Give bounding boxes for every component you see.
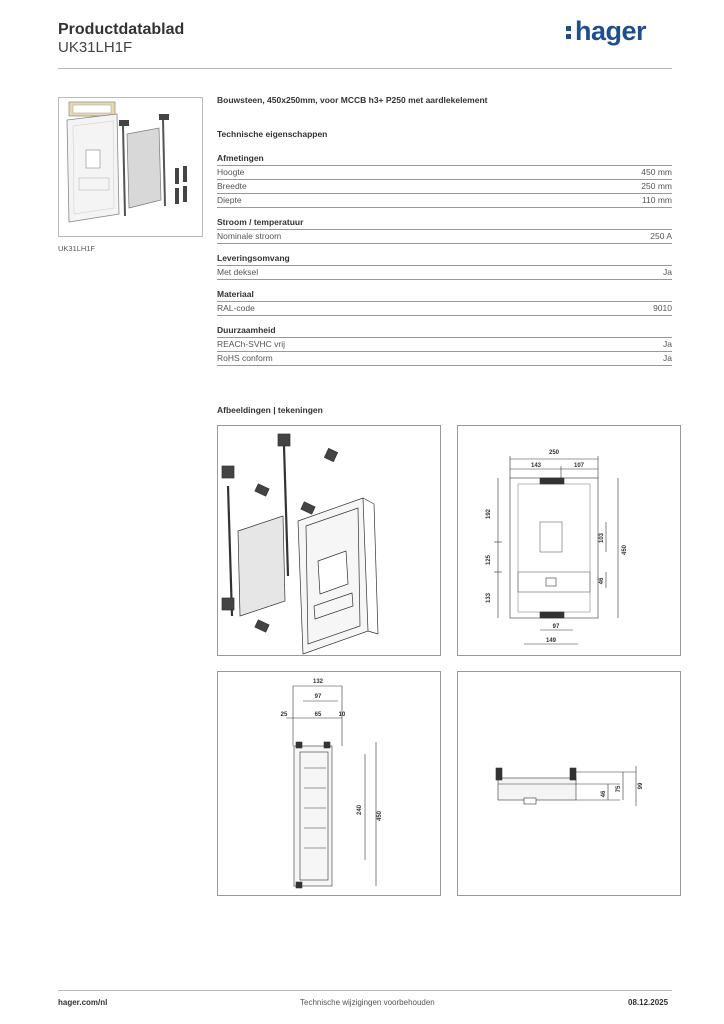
product-description: Bouwsteen, 450x250mm, voor MCCB h3+ P250 met aardlekelement: [217, 95, 488, 105]
dim-label: 10: [338, 712, 346, 718]
product-thumbnail-illustration: [59, 98, 202, 236]
spec-value: 250 mm: [641, 181, 672, 191]
dim-label: 240: [357, 804, 363, 816]
drawing-front-dimensions: [457, 425, 681, 656]
spec-label: REACh-SVHC vrij: [217, 339, 286, 349]
spec-group-title: Afmetingen: [217, 153, 672, 166]
side-dimension-drawing: [218, 672, 440, 895]
product-code: UK31LH1F: [58, 39, 133, 56]
spec-group-title: Leveringsomvang: [217, 253, 672, 266]
dim-label: 192: [486, 508, 492, 520]
dim-label: 65: [314, 712, 322, 718]
dim-label: 133: [486, 592, 492, 604]
spec-label: Nominale stroom: [217, 231, 282, 241]
spec-group-material: [217, 289, 672, 316]
spec-value: 9010: [653, 303, 672, 313]
isometric-illustration: [218, 426, 440, 655]
spec-row: [217, 230, 672, 244]
footer-date: 08.12.2025: [628, 998, 669, 1007]
spec-label: Diepte: [217, 195, 242, 205]
dim-label: 97: [552, 624, 560, 630]
thumbnail-caption: UK31LH1F: [58, 244, 96, 253]
dim-label: 143: [530, 463, 542, 469]
spec-value: Ja: [663, 267, 672, 277]
spec-value: 450 mm: [641, 167, 672, 177]
spec-group-title: Materiaal: [217, 289, 672, 302]
drawing-top-dimensions: [457, 671, 681, 896]
spec-group-dimensions: [217, 153, 672, 208]
spec-label: RAL-code: [217, 303, 255, 313]
dim-label: 25: [280, 712, 288, 718]
spec-label: Hoogte: [217, 167, 245, 177]
dim-label: 107: [573, 463, 585, 469]
front-dimension-drawing: [458, 426, 680, 655]
spec-label: RoHS conform: [217, 353, 273, 363]
dim-label: 450: [622, 544, 628, 556]
footer-website-link[interactable]: hager.com/nl: [58, 998, 108, 1007]
dim-label: 46: [601, 790, 607, 798]
spec-row: [217, 352, 672, 366]
spec-row: [217, 302, 672, 316]
product-thumbnail: [58, 97, 203, 237]
spec-row: [217, 338, 672, 352]
spec-group-title: Duurzaamheid: [217, 325, 672, 338]
spec-content: [217, 95, 672, 375]
spec-row: [217, 194, 672, 208]
footer-disclaimer: Technische wijzigingen voorbehouden: [300, 998, 435, 1007]
header-divider: [58, 68, 672, 69]
drawings-title: Afbeeldingen | tekeningen: [217, 405, 323, 415]
spec-group-title: Stroom / temperatuur: [217, 217, 672, 230]
dim-label: 75: [616, 785, 622, 793]
dim-label: 97: [314, 694, 322, 700]
dim-label: 99: [638, 782, 644, 790]
footer-divider: [58, 990, 672, 991]
spec-value: Ja: [663, 339, 672, 349]
drawing-isometric: [217, 425, 441, 656]
spec-row: [217, 266, 672, 280]
spec-label: Breedte: [217, 181, 247, 191]
dim-label: 132: [312, 679, 324, 685]
specs-section-title: Technische eigenschappen: [217, 129, 328, 139]
spec-value: 250 A: [650, 231, 672, 241]
drawing-side-dimensions: [217, 671, 441, 896]
dim-label: 450: [377, 810, 383, 822]
spec-value: 110 mm: [641, 195, 672, 205]
spec-group-sustainability: [217, 325, 672, 366]
spec-group-current: [217, 217, 672, 244]
dim-label: 149: [545, 638, 557, 644]
dim-label: 103: [599, 532, 605, 544]
hager-logo[interactable]: [566, 16, 646, 47]
dim-label: 250: [548, 450, 560, 456]
spec-value: Ja: [663, 353, 672, 363]
spec-row: [217, 180, 672, 194]
page-title: Productdatablad: [58, 21, 185, 38]
logo-text: hager: [575, 16, 647, 46]
dim-label: 46: [599, 577, 605, 585]
logo-dots-icon: [566, 23, 572, 42]
top-dimension-drawing: [458, 672, 680, 895]
spec-label: Met deksel: [217, 267, 259, 277]
dim-label: 125: [486, 554, 492, 566]
spec-group-delivery: [217, 253, 672, 280]
spec-row: [217, 166, 672, 180]
